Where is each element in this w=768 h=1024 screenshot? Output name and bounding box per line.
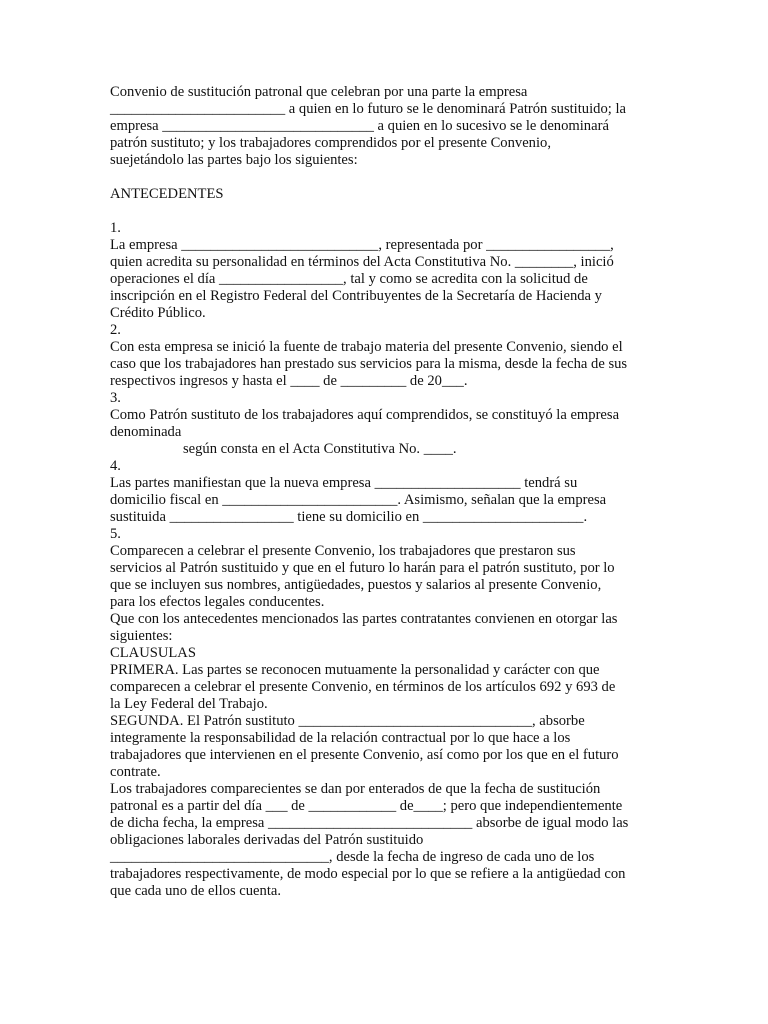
antecedente-line: Crédito Público. — [110, 305, 206, 321]
antecedente-line: Comparecen a celebrar el presente Convenio, los trabajadores que prestaron sus — [110, 543, 576, 559]
antecedente-line: siguientes: — [110, 628, 173, 644]
antecedente-line: Que con los antecedentes mencionados las partes contratantes convienen en otorgar las — [110, 611, 618, 627]
clausula-line: trabajadores que intervienen en el presente Convenio, así como por los que en el futuro — [110, 747, 619, 763]
antecedente-line: domicilio fiscal en ________________________. Asimismo, señalan que la empresa — [110, 492, 607, 508]
antecedente-line: Como Patrón sustituto de los trabajadores aquí comprendidos, se constituyó la empresa — [110, 407, 620, 423]
intro-line: empresa _____________________________ a quien en lo sucesivo se le denominará — [110, 118, 609, 134]
clausula-line: de dicha fecha, la empresa ____________________________ absorbe de igual modo las — [110, 815, 629, 831]
intro-line: suejetándolo las partes bajo los siguientes: — [110, 152, 358, 168]
clausula-line: la Ley Federal del Trabajo. — [110, 696, 268, 712]
antecedente-line: Con esta empresa se inició la fuente de trabajo materia del presente Convenio, siendo el — [110, 339, 623, 355]
clausula-line: contrate. — [110, 764, 161, 780]
intro-line: Convenio de sustitución patronal que celebran por una parte la empresa — [110, 84, 528, 100]
clausula-line: PRIMERA. Las partes se reconocen mutuamente la personalidad y carácter con que — [110, 662, 600, 678]
clausula-line: SEGUNDA. El Patrón sustituto ________________________________, absorbe — [110, 713, 585, 729]
antecedente-line: para los efectos legales conducentes. — [110, 594, 325, 610]
antecedentes-heading: ANTECEDENTES — [110, 186, 224, 202]
antecedente-line: según consta en el Acta Constitutiva No. ____. — [110, 441, 457, 457]
intro-line: patrón sustituto; y los trabajadores comprendidos por el presente Convenio, — [110, 135, 551, 151]
clausula-line: ______________________________, desde la fecha de ingreso de cada uno de los — [110, 849, 595, 865]
antecedente-line: 1. — [110, 220, 121, 236]
antecedente-line: Las partes manifiestan que la nueva empresa ____________________ tendrá su — [110, 475, 578, 491]
clausulas-section — [110, 662, 670, 900]
clausula-line: comparecen a celebrar el presente Convenio, en términos de los artículos 692 y 693 de — [110, 679, 616, 695]
document-page — [110, 84, 670, 900]
antecedente-line: inscripción en el Registro Federal del Contribuyentes de la Secretaría de Hacienda y — [110, 288, 602, 304]
intro-paragraph — [110, 84, 670, 169]
clausula-line: obligaciones laborales derivadas del Patrón sustituido — [110, 832, 424, 848]
antecedente-line: caso que los trabajadores han prestado sus servicios para la misma, desde la fecha de sus — [110, 356, 628, 372]
antecedente-line: servicios al Patrón sustituido y que en el futuro lo harán para el patrón sustituto, por lo — [110, 560, 615, 576]
antecedentes-section — [110, 220, 670, 645]
blank-line — [110, 169, 670, 186]
antecedente-line: que se incluyen sus nombres, antigüedades, puestos y salarios al presente Convenio, — [110, 577, 602, 593]
clausula-line: Los trabajadores comparecientes se dan por enterados de que la fecha de sustitución — [110, 781, 601, 797]
blank-line — [110, 203, 670, 220]
antecedente-line: 4. — [110, 458, 121, 474]
antecedente-line: sustituida _________________ tiene su domicilio en ______________________. — [110, 509, 588, 525]
clausula-line: integramente la responsabilidad de la relación contractual por lo que hace a los — [110, 730, 571, 746]
antecedente-line: respectivos ingresos y hasta el ____ de _________ de 20___. — [110, 373, 468, 389]
antecedente-line: quien acredita su personalidad en términos del Acta Constitutiva No. ________, inició — [110, 254, 614, 270]
clausula-line: que cada uno de ellos cuenta. — [110, 883, 281, 899]
intro-line: ________________________ a quien en lo futuro se le denominará Patrón sustituido; la — [110, 101, 626, 117]
clausula-line: patronal es a partir del día ___ de ____________ de____; pero que independientemente — [110, 798, 623, 814]
antecedente-line: 5. — [110, 526, 121, 542]
antecedente-line: 2. — [110, 322, 121, 338]
antecedente-line: denominada — [110, 424, 182, 440]
antecedente-line: La empresa ___________________________, representada por _________________, — [110, 237, 614, 253]
clausulas-heading: CLAUSULAS — [110, 645, 196, 661]
clausula-line: trabajadores respectivamente, de modo especial por lo que se refiere a la antigüedad con — [110, 866, 626, 882]
antecedente-line: 3. — [110, 390, 121, 406]
antecedente-line: operaciones el día _________________, tal y como se acredita con la solicitud de — [110, 271, 588, 287]
